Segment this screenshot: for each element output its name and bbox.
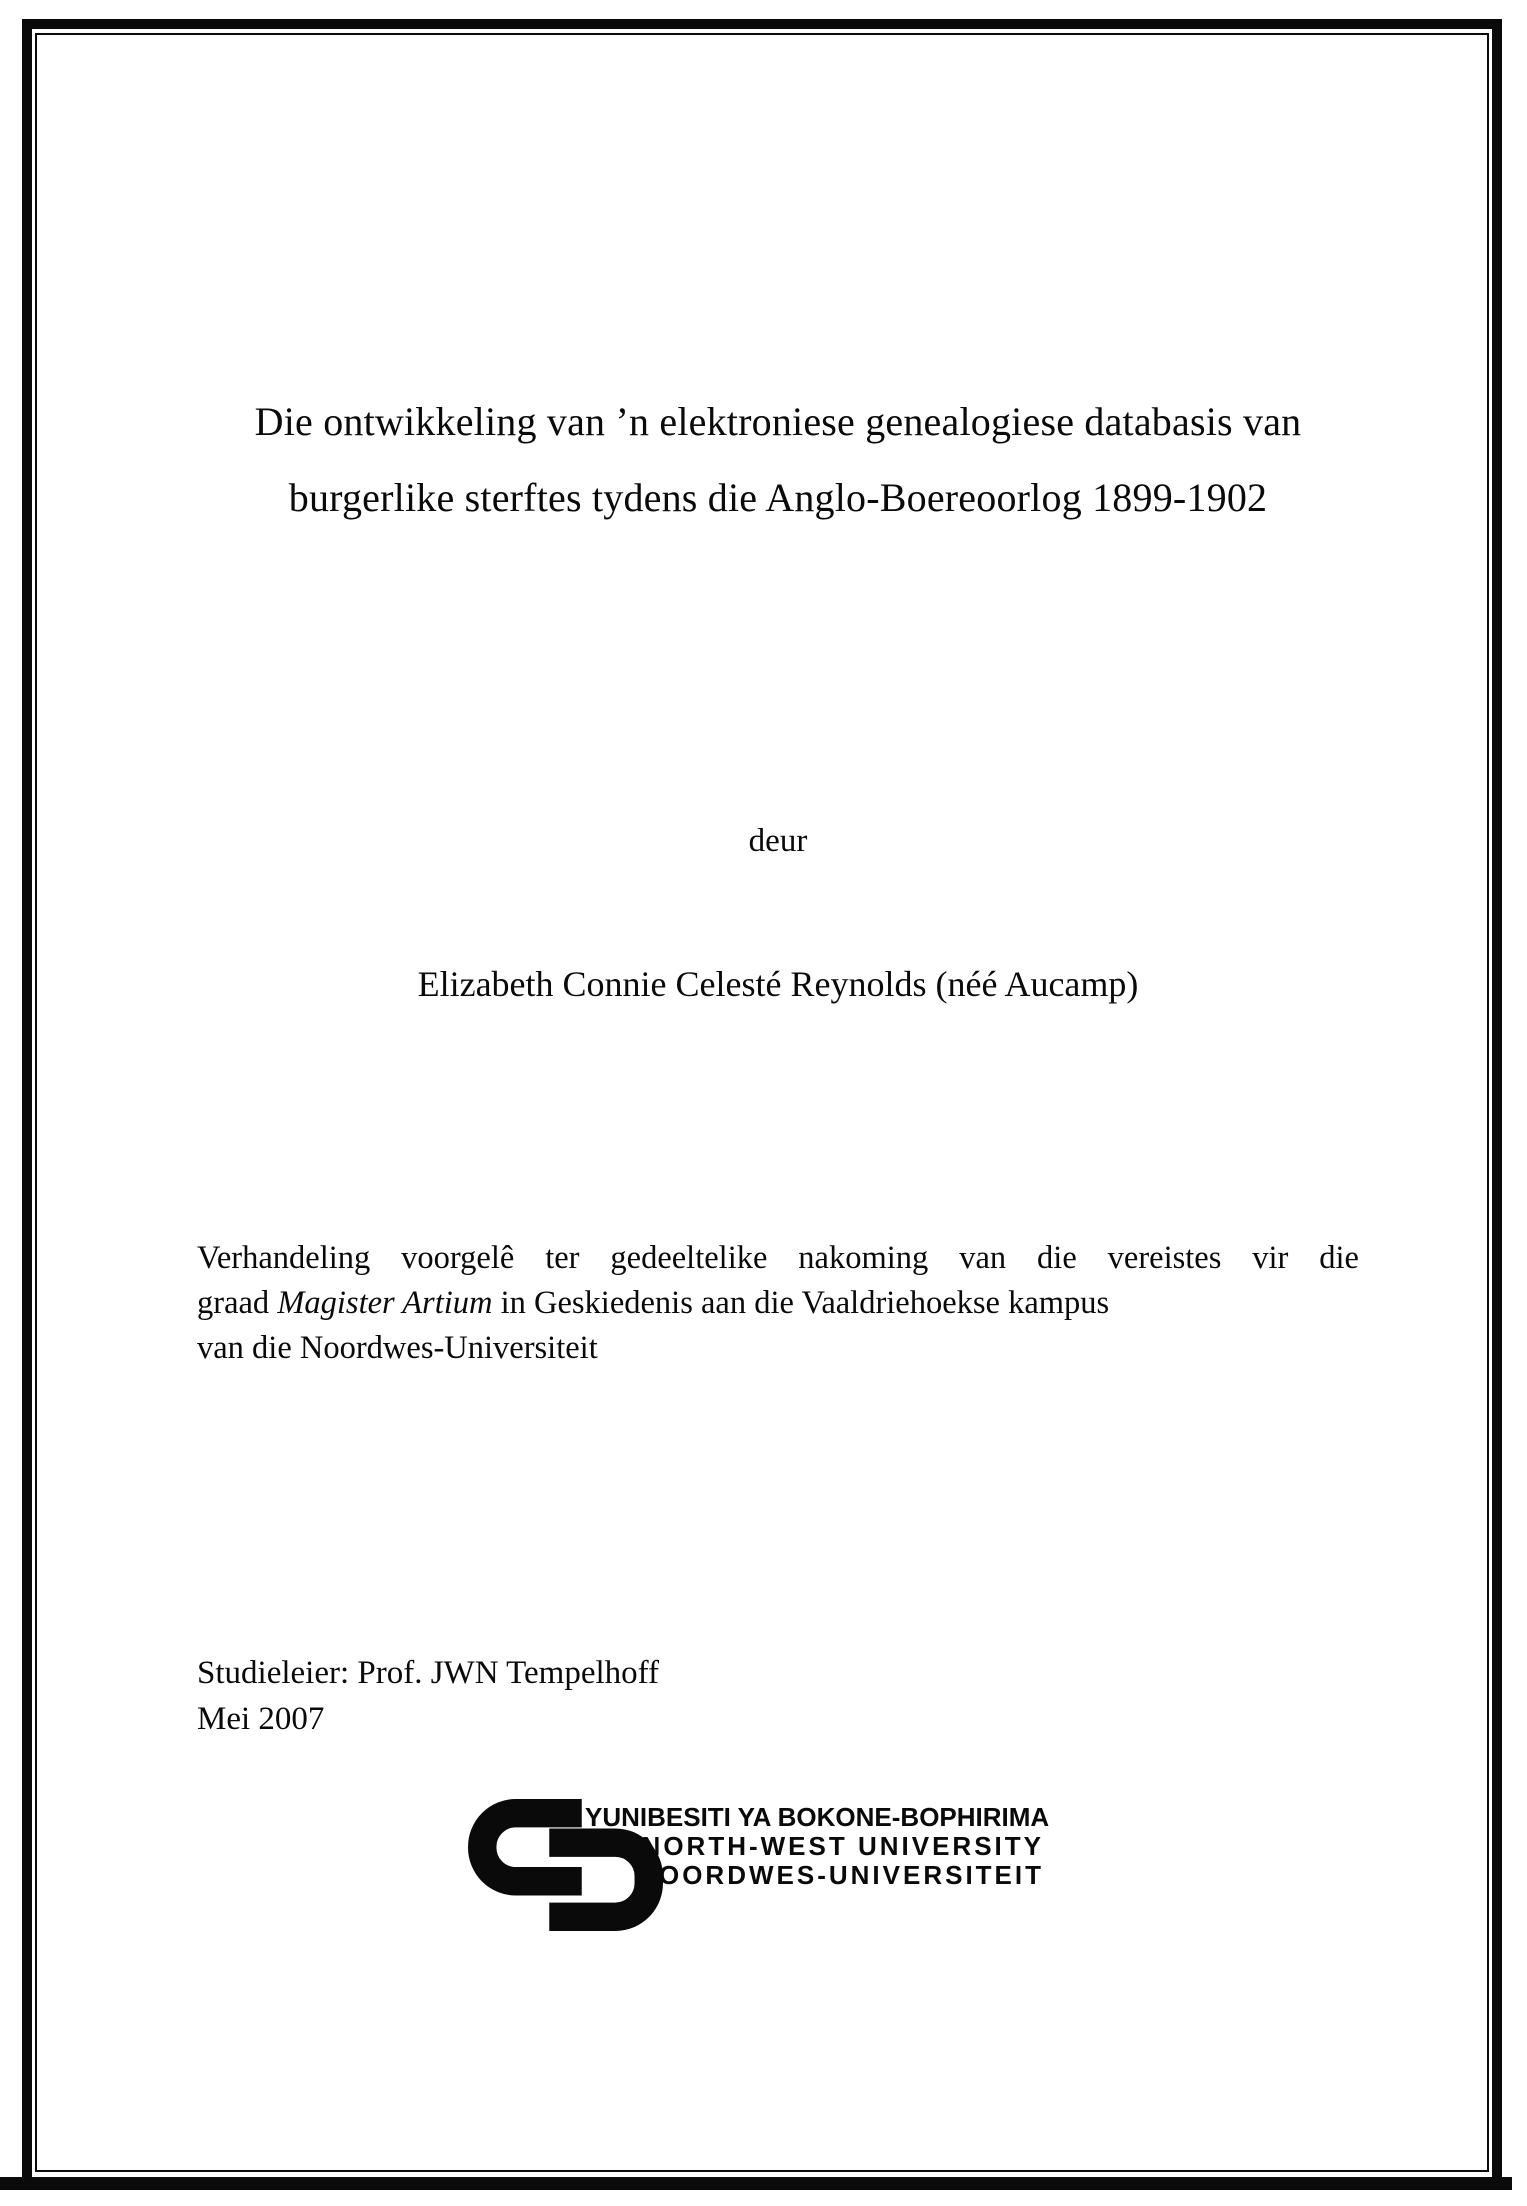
thesis-title-line1: Die ontwikkeling van ’n elektroniese genealogiese databasis van: [254, 399, 1302, 444]
nwu-logo-line1: YUNIBESITI YA BOKONE-BOPHIRIMA: [585, 1802, 1050, 1832]
degree-statement-line2-suffix: in Geskiedenis aan die Vaaldriehoekse kampus: [492, 1285, 1110, 1321]
degree-statement-line1: Verhandeling voorgelê ter gedeeltelike nakoming van die vereistes vir die: [197, 1240, 1359, 1276]
degree-name-italic: Magister Artium: [277, 1285, 493, 1321]
nwu-logo-line2: NORTH-WEST UNIVERSITY: [641, 1831, 1044, 1861]
nwu-logo-text: [585, 1802, 1050, 1890]
degree-statement-line3: van die Noordwes-Universiteit: [197, 1330, 598, 1366]
supervisor-line: Studieleier: Prof. JWN Tempelhoff: [197, 1655, 660, 1691]
degree-statement: [197, 1236, 1359, 1371]
nwu-logo-line3: NOORDWES-UNIVERSITEIT: [637, 1860, 1044, 1890]
author-name: Elizabeth Connie Celesté Reynolds (néé Aucamp): [417, 964, 1139, 1004]
degree-statement-line2: [197, 1281, 1359, 1326]
degree-statement-line2-prefix: graad: [197, 1285, 278, 1321]
thesis-title: [197, 384, 1359, 536]
byline-deur: deur: [748, 823, 808, 859]
supervisor-block: [197, 1650, 1359, 1742]
thesis-title-line2: burgerlike sterftes tydens die Anglo-Boereoorlog 1899-1902: [288, 475, 1268, 520]
date-line: Mei 2007: [197, 1701, 325, 1737]
